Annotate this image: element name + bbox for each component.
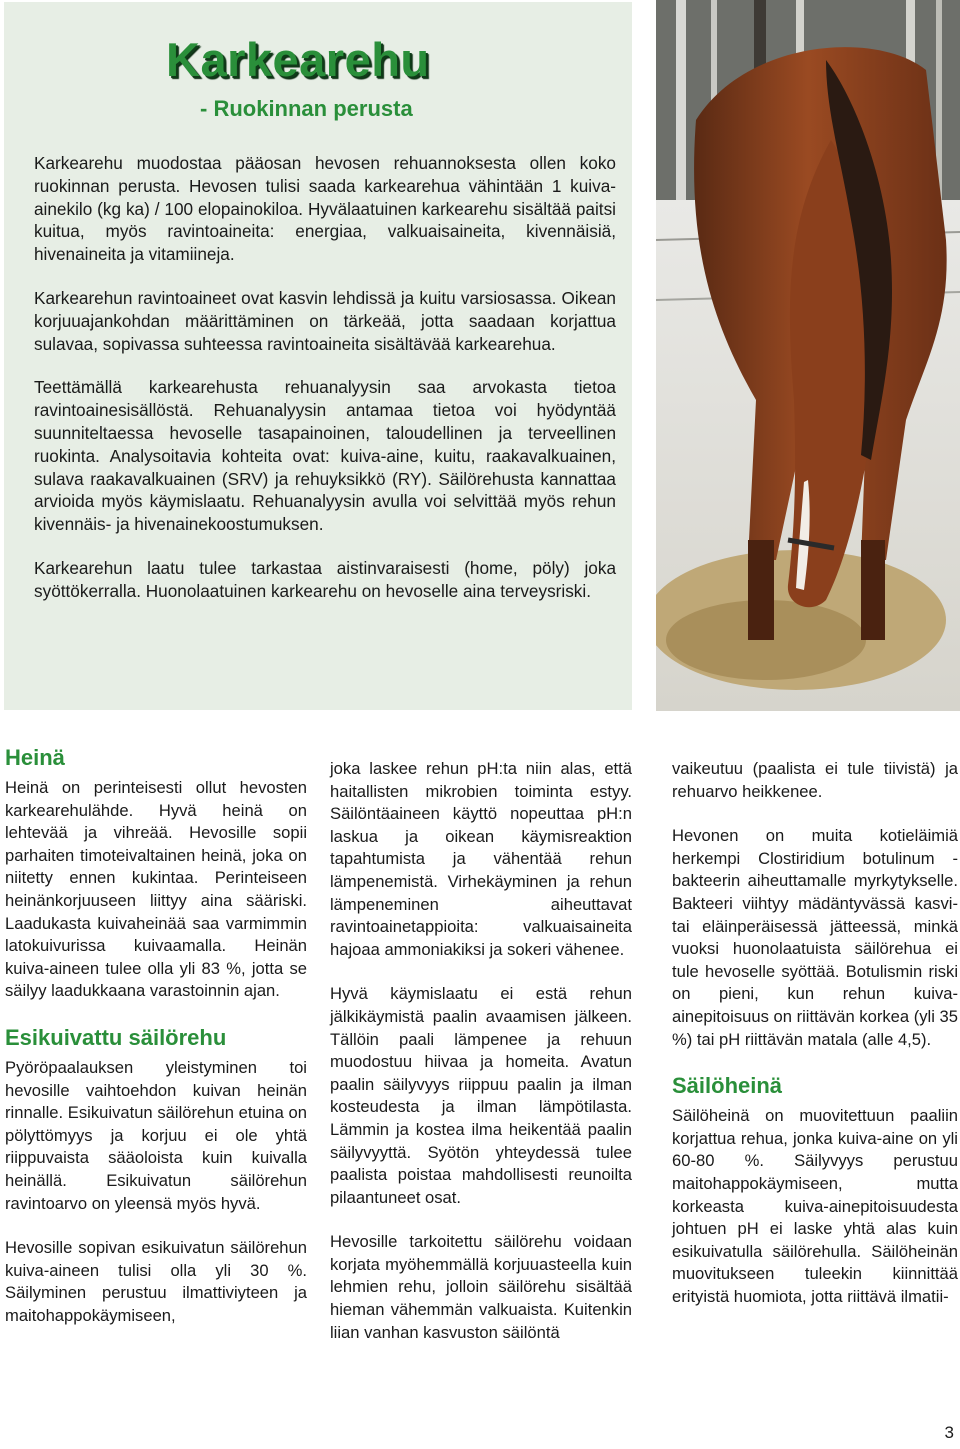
page-number: 3 [944, 1423, 954, 1442]
paragraph: vaikeutuu (paalista ei tule tiivistä) ja rehuarvo heikkenee. [672, 759, 958, 801]
section-heading-heina: Heinä [5, 745, 65, 770]
page-subtitle: - Ruokinnan perusta [200, 96, 413, 121]
intro-panel [4, 2, 632, 710]
paragraph: Hyvä käymislaatu ei estä rehun jälkikäymistä paalin avaamisen jälkeen. Tällöin paali lämpenee ja rehuun muodostuu hiivaa ja homeita. Avatun paalin säilyvyys riippuu paalin ja ilman kosteudesta ja ilman lämpötilasta. Lämmin ja kostea ilma heikentää paalin säilyvyyttä. Syötön yhteydessä tulee paalista poistaa mahdollisesti reunoilta pilaantuneet osat. [330, 984, 632, 1207]
horse-grazing-image [656, 0, 960, 711]
paragraph: Hevonen on muita kotieläimiä herkempi Clostiridium botulinum -bakteerin aiheuttamalle myrkytykselle. Bakteeri viihtyy mädäntyvässä kasvi- tai eläinperäisessä jätteessä, minkä vuoksi huonolaatuista säilörehua ei tule hevoselle syöttää. Botulismin riski on pieni, kun rehun kuiva-ainepitoisuus on riittävän korkea (yli 35 %) tai pH riittävän matala (alle 4,5). [672, 826, 958, 1049]
paragraph: Heinä on perinteisesti ollut hevosten karkearehulähde. Hyvä heinä on lehtevää ja vihreää. Hevosille sopii parhaiten timoteivaltainen heinä, joka on niitetty ennen kukintaa. Perinteiseen heinänkorjuuseen liittyy aina sääriski. Laadukasta kuivaheinää saa varmimmin latokuivurissa kuivaamalla. Heinän kuiva-aineen tulee olla yli 83 %, jotta se säilyy laadukkaana varastoinnin ajan. [5, 778, 307, 1001]
column-left [5, 745, 307, 1349]
paragraph: joka laskee rehun pH:ta niin alas, että haitallisten mikrobien toiminta estyy. Säilöntäaineen käyttö nopeuttaa pH:n laskua ja oikean käymisreaktion tapahtumista ja vähentää rehun lämpenemistä. Virhekäyminen ja rehun lämpeneminen aiheuttavat ravintoainetappioita: valkuaisaineita hajoaa ammoniakiksi ja sokeri vähenee. [330, 759, 632, 959]
intro-paragraph: Karkearehun ravintoaineet ovat kasvin lehdissä ja kuitu varsiosassa. Oikean korjuuajankohdan määrittäminen on tärkeää, jotta saadaan korjattua sulavaa, sopivassa suhteessa ravintoaineita sisältävää karkearehua. [34, 287, 616, 354]
intro-text [34, 152, 616, 624]
intro-paragraph: Karkearehu muodostaa pääosan hevosen rehuannoksesta ollen koko ruokinnan perusta. Hevosen tulisi saada karkearehua vähintään 1 kuiva-ainekilo (kg ka) / 100 elopainokiloa. Hyvälaatuinen karkearehu sisältää paitsi kuitua, myös ravintoaineita: energiaa, valkuaisaineita, kivennäisiä, hivenaineita ja vitamiineja. [34, 153, 616, 265]
paragraph: Hevosille tarkoitettu säilörehu voidaan korjata myöhemmällä korjuuasteella kuin lehmien rehu, jolloin säilörehu sisältää hieman vähemmän valkuaista. Kuitenkin liian vanhan kasvuston säilöntä [330, 1232, 632, 1342]
paragraph: Hevosille sopivan esikuivatun säilörehun kuiva-aineen tulisi olla yli 30 %. Säilyminen perustuu ilmattiviyteen ja maitohappokäymiseen, [5, 1238, 307, 1325]
horse-photo [656, 0, 960, 711]
intro-paragraph: Teettämällä karkearehusta rehuanalyysin saa arvokasta tietoa ravintoainesisällöstä. Rehuanalyysin antamaa tietoa voi hyödyntää suunniteltaessa hevoselle tasapainoinen, taloudellinen ja terveellinen ruokinta. Analysoitavia kohteita ovat: kuiva-aine, kuitu, raakavalkuainen, sulava raakavalkuainen (SRV) ja rehuyksikkö (RY). Säilörehusta kannattaa arvioida myös käymislaatu. Rehuanalyysin avulla voi selvittää myös rehun kivennäis- ja hivenainekoostumuksen. [34, 377, 616, 535]
column-right [672, 758, 958, 1330]
paragraph: Pyöröpaalauksen yleistyminen toi hevosille vaihtoehdon kuivan heinän rinnalle. Esikuivatun säilörehun etuina on pölyttömyys ja korjuu ei ole yhtä riippuvaista sääoloista kuin kuivalla heinällä. Esikuivatun säilörehun ravintoarvo on yleensä myös hyvä. [5, 1057, 307, 1213]
intro-paragraph: Karkearehun laatu tulee tarkastaa aistinvaraisesti (home, pöly) joka syöttökerralla. Huonolaatuinen karkearehu on hevoselle aina terveysriski. [34, 557, 616, 601]
section-heading-esikuivattu: Esikuivattu säilörehu [5, 1024, 227, 1050]
column-middle [330, 758, 632, 1366]
section-heading-sailoheina: Säilöheinä [672, 1073, 783, 1099]
paragraph: Säilöheinä on muovitettuun paaliin korjattua rehua, jonka kuiva-aine on yli 60-80 %. Säilyvyys perustuu maitohappokäymiseen, mutta korkeasta kuiva-ainepitoisuudesta johtuen pH ei laske yhtä alas kuin esikuivatulla säilörehulla. Säilöheinän muovitukseen tuleekin kiinnittää erityistä huomiota, jotta riittävä ilmatii- [672, 1106, 958, 1306]
page-title: Karkearehu [166, 33, 430, 86]
